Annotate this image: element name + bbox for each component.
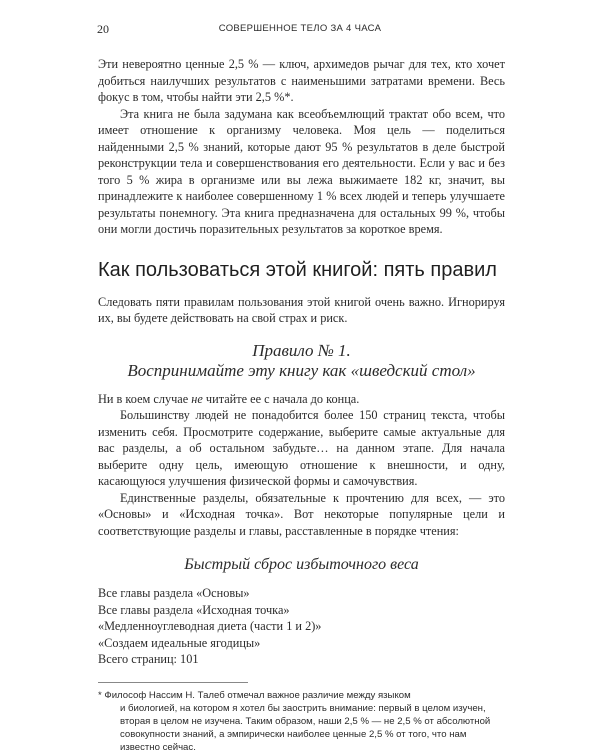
list-item: Всего страниц: 101 xyxy=(98,652,199,666)
rule-heading xyxy=(98,341,505,381)
list-item: «Медленноуглеводная диета (части 1 и 2)» xyxy=(98,619,322,633)
footnote-first-line: Философ Нассим Н. Талеб отмечал важное различие между языком xyxy=(104,689,411,701)
paragraph: Следовать пяти правилам пользования этой книгой очень важно. Игнорируя их, вы будете действовать на свой страх и риск. xyxy=(98,294,505,325)
footnote-marker: * xyxy=(98,689,102,701)
section-heading: Как пользоваться этой книгой: пять правил xyxy=(98,258,497,281)
paragraph: Эти невероятно ценные 2,5 % — ключ, архимедов рычаг для тех, кто хочет добиться наилучших результатов с наименьшими затратами времени. Весь фокус в том, чтобы найти эти 2,5 %*. xyxy=(98,57,505,104)
subsection-heading: Быстрый сброс избыточного веса xyxy=(184,556,419,573)
rule-title: Воспринимайте эту книгу как «шведский стол» xyxy=(127,360,476,380)
paragraph: Большинству людей не понадобится более 150 страниц текста, чтобы изменить себя. Просмотрите содержание, выберите самые актуальные для вас разделы, а об остальном забудьте… на данном этапе. Для начала выберите одну цель, имеющую отношение к внешности, и одну, касающуюся улучшения физической формы и самочувствия. xyxy=(98,408,505,488)
running-title: СОВЕРШЕННОЕ ТЕЛО ЗА 4 ЧАСА xyxy=(218,23,382,34)
reading-list xyxy=(98,585,505,668)
paragraph: Эта книга не была задумана как всеобъемлющий трактат обо всем, что имеет отношение к организму человека. Моя цель — поделиться найденными 2,5 % знаний, которые дают 95 % результатов в деле быстрой реконструкции тела и совершенствования его деятельности. Если у вас и без того 5 % жира в организме или вы лежа выжимаете 182 кг, значит, вы принадлежите к наиболее совершенному 1 % всех людей и теперь улучшаете результаты понемногу. Эта книга предназначена для остальных 99 %, чтобы они могли достичь поразительных результатов за короткое время. xyxy=(98,106,505,236)
list-item: «Создаем идеальные ягодицы» xyxy=(98,635,261,650)
text-body xyxy=(98,56,505,754)
emphasis: не xyxy=(191,391,203,406)
list-item: Все главы раздела «Основы» xyxy=(98,586,250,600)
footnote-divider xyxy=(98,682,248,683)
running-header xyxy=(0,22,600,38)
text-run: читайте ее с начала до конца. xyxy=(202,391,360,406)
rule-number: Правило № 1. xyxy=(252,340,351,360)
footnote-continuation: и биологией, на котором я хотел бы заострить внимание: первый в целом изучен, вторая в целом не изучена. Таким образом, наши 2,5 % — не 2,5 % от абсолютной совокупности знаний, а эмпирически наиболее ценные 2,5 % от того, что нам известно сейчас. xyxy=(120,702,491,753)
page-number: 20 xyxy=(97,22,109,36)
footnote xyxy=(98,689,505,754)
list-item: Все главы раздела «Исходная точка» xyxy=(98,602,290,617)
paragraph xyxy=(98,391,505,408)
text-run: Ни в коем случае xyxy=(98,391,192,406)
paragraph: Единственные разделы, обязательные к прочтению для всех, — это «Основы» и «Исходная точка». Вот некоторые популярные цели и соответствующие разделы и главы, расставленные в порядке чтения: xyxy=(98,490,505,538)
